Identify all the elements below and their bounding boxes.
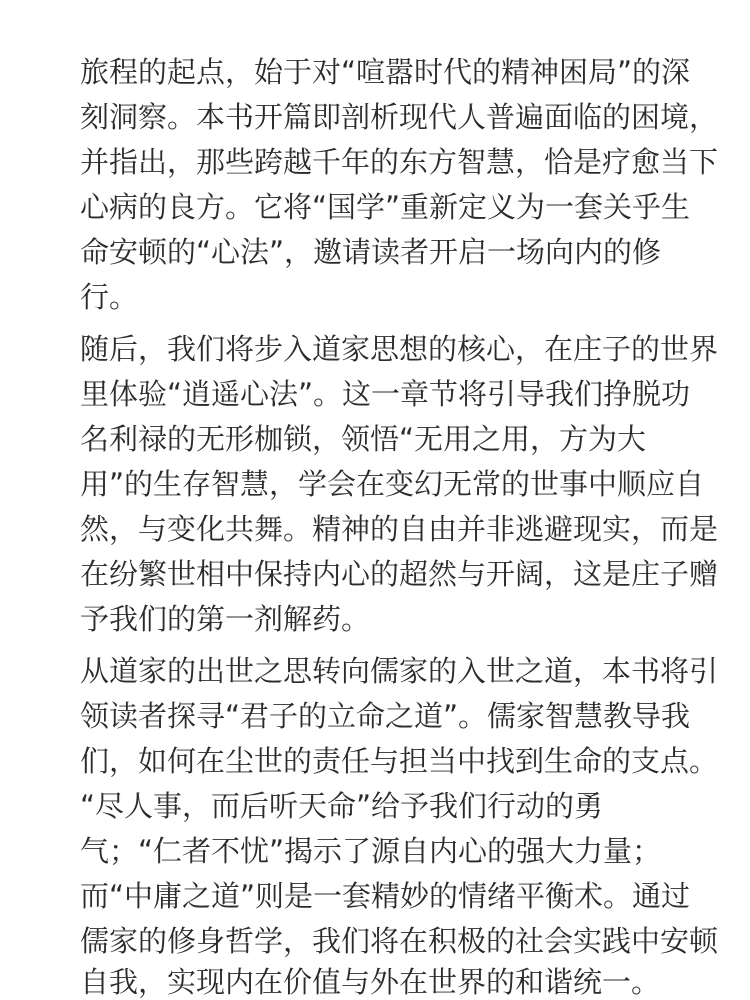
text-line: 气；“仁者不忧”揭示了源自内心的强大力量；	[80, 834, 662, 868]
text-line: 然，与变化共舞。精神的自由并非逃避现实，而是	[80, 512, 719, 546]
text-line: 领读者探寻“君子的立命之道”。儒家智慧教导我	[80, 699, 691, 733]
text-line: 心病的良方。它将“国学”重新定义为一套关乎生	[80, 190, 691, 224]
text-line: 行。	[80, 280, 139, 314]
text-line: 予我们的第一剂解药。	[80, 602, 371, 636]
text-line: 们，如何在尘世的责任与担当中找到生命的支点。	[80, 744, 719, 778]
text-line: 自我，实现内在价值与外在世界的和谐统一。	[80, 965, 661, 999]
text-line: 而“中庸之道”则是一套精妙的情绪平衡术。通过	[80, 879, 691, 913]
text-line: “尽人事，而后听天命”给予我们行动的勇	[80, 789, 604, 823]
text-line: 并指出，那些跨越千年的东方智慧，恰是疗愈当下	[80, 145, 719, 179]
text-line: 名利禄的无形枷锁，领悟“无用之用，方为大	[80, 422, 647, 456]
text-line: 从道家的出世之思转向儒家的入世之道，本书将引	[80, 654, 719, 688]
text-line: 在纷繁世相中保持内心的超然与开阔，这是庄子赠	[80, 557, 719, 591]
text-line: 旅程的起点，始于对“喧嚣时代的精神困局”的深	[80, 55, 691, 89]
text-line: 刻洞察。本书开篇即剖析现代人普遍面临的困境，	[80, 100, 719, 134]
text-line: 里体验“逍遥心法”。这一章节将引导我们挣脱功	[80, 377, 691, 411]
text-line: 随后，我们将步入道家思想的核心，在庄子的世界	[80, 332, 719, 366]
text-line: 用”的生存智慧，学会在变幻无常的世事中顺应自	[80, 467, 705, 501]
text-line: 儒家的修身哲学，我们将在积极的社会实践中安顿	[80, 924, 719, 958]
text-line: 命安顿的“心法”，邀请读者开启一场向内的修	[80, 235, 662, 269]
